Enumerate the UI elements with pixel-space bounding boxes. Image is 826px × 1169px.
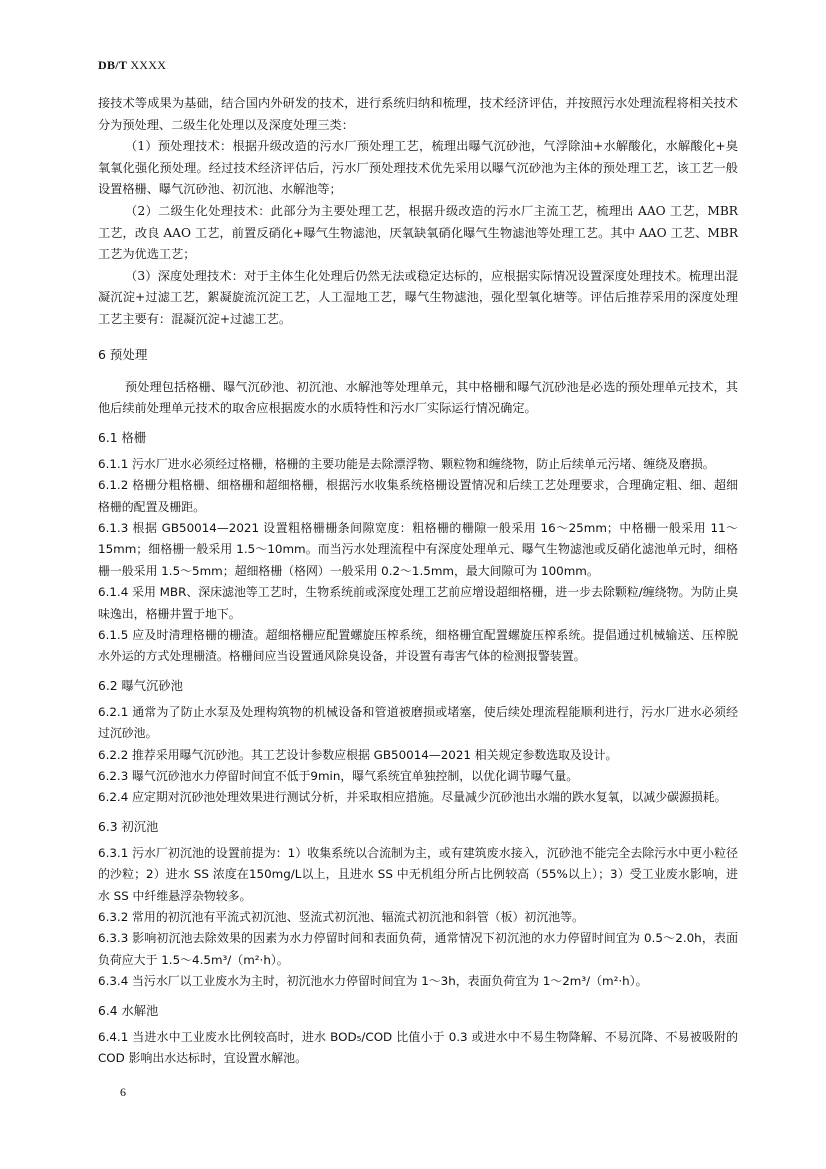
- subsection-heading: 6.1 格栅: [98, 430, 147, 445]
- intro-item-advanced: （3）深度处理技术：对于主体生化处理后仍然无法或稳定达标的，应根据实际情况设置深度处理技术。梳理出混凝沉淀+过滤工艺，絮凝旋流沉淀工艺，人工湿地工艺，曝气生物滤池，强化型氧化塘等。评估后推荐采用的深度处理工艺主要有：混凝沉淀+过滤工艺。: [98, 268, 738, 326]
- subsection-heading: 6.4 水解池: [98, 1003, 159, 1018]
- clause: 6.1.4 采用 MBR、深床滤池等工艺时，生物系统前或深度处理工艺前应增设超细格栅，进一步去除颗粒/缠绕物。为防止臭味逸出，格栅井置于地下。: [98, 585, 738, 621]
- clause: 6.3.4 当污水厂以工业废水为主时，初沉池水力停留时间宜为 1～3h，表面负荷宜为 1～2m³/（m²·h）。: [98, 974, 648, 989]
- clause: 6.1.2 格栅分粗格栅、细格栅和超细格栅，根据污水收集系统格栅设置情况和后续工艺处理要求，合理确定粗、细、超细格栅的配置及栅距。: [98, 478, 738, 514]
- standard-prefix: DB/T: [98, 58, 127, 72]
- section-heading: 6 预处理: [98, 346, 148, 362]
- clause: 6.4.1 当进水中工业废水比例较高时，进水 BOD₅/COD 比值小于 0.3 或进水中不易生物降解、不易沉降、不易被吸附的 COD 影响出水达标时，宜设置水解池。: [98, 1029, 738, 1066]
- clause: 6.2.3 曝气沉砂池水力停留时间宜不低于9min，曝气系统宜单独控制，以优化调节曝气量。: [98, 769, 579, 783]
- page-header: [98, 58, 166, 73]
- intro-item-pretreatment: （1）预处理技术：根据升级改造的污水厂预处理工艺，梳理出曝气沉砂池，气浮除油+水解酸化，水解酸化+臭氧氧化强化预处理。经过技术经济评估后，污水厂预处理技术优先采用以曝气沉砂池为主体的预处理工艺，该工艺一般设置格栅、曝气沉砂池、初沉池、水解池等；: [98, 139, 738, 197]
- standard-code: XXXX: [130, 58, 167, 72]
- intro-paragraph: 接技术等成果为基础，结合国内外研发的技术，进行系统归纳和梳理，技术经济评估，并按照污水处理流程将相关技术分为预处理、二级生化处理以及深度处理三类：: [98, 96, 738, 132]
- section-intro: 预处理包括格栅、曝气沉砂池、初沉池、水解池等处理单元，其中格栅和曝气沉砂池是必选的预处理单元技术，其他后续前处理单元技术的取舍应根据废水的水质特性和污水厂实际运行情况确定。: [98, 379, 738, 416]
- subsection-heading: 6.2 曝气沉砂池: [98, 678, 183, 693]
- intro-item-secondary: （2）二级生化处理技术：此部分为主要处理工艺，根据升级改造的污水厂主流工艺，梳理出 AAO 工艺，MBR 工艺，改良 AAO 工艺，前置反硝化+曝气生物滤池，厌氧缺氧硝化曝气生物滤池等处理工艺。其中 AAO 工艺、MBR 工艺为优选工艺；: [98, 203, 738, 262]
- page-number: 6: [120, 1085, 126, 1099]
- document-body: [98, 93, 738, 1069]
- clause: 6.2.4 应定期对沉砂池处理效果进行测试分析，并采取相应措施。尽量减少沉砂池出水端的跌水复氧，以减少碳源损耗。: [98, 790, 727, 805]
- clause: 6.1.5 应及时清理格栅的栅渣。超细格栅应配置螺旋压榨系统，细格栅宜配置螺旋压榨系统。提倡通过机械输送、压榨脱水外运的方式处理栅渣。格栅间应当设置通风除臭设备，并设置有毒害气体的检测报警装置。: [98, 627, 738, 664]
- clause: 6.2.2 推荐采用曝气沉砂池。其工艺设计参数应根据 GB50014—2021 相关规定参数选取及设计。: [98, 747, 618, 762]
- clause: 6.1.1 污水厂进水必须经过格栅，格栅的主要功能是去除漂浮物、颗粒物和缠绕物，防止后续单元污堵、缠绕及磨损。: [98, 456, 715, 471]
- clause: 6.3.1 污水厂初沉池的设置前提为：1）收集系统以合流制为主，或有建筑废水接入，沉砂池不能完全去除污水中更小粒径的沙粒；2）进水 SS 浓度在150mg/L以上，且进水 SS 中无机组分所占比例较高（55%以上）；3）受工业废水影响，进水 SS 中纤维悬浮杂物较多。: [98, 845, 738, 903]
- subsection-heading: 6.3 初沉池: [98, 819, 159, 834]
- clause: 6.3.2 常用的初沉池有平流式初沉池、竖流式初沉池、辐流式初沉池和斜管（板）初沉池等。: [98, 910, 584, 925]
- clause: 6.2.1 通常为了防止水泵及处理构筑物的机械设备和管道被磨损或堵塞，使后续处理流程能顺利进行，污水厂进水必须经过沉砂池。: [98, 704, 738, 741]
- clause: 6.3.3 影响初沉池去除效果的因素为水力停留时间和表面负荷，通常情况下初沉池的水力停留时间宜为 0.5～2.0h，表面负荷应大于 1.5～4.5m³/（m²·h）。: [98, 931, 738, 967]
- clause: 6.1.3 根据 GB50014—2021 设置粗格栅栅条间隙宽度：粗格栅的栅隙一般采用 16～25mm；中格栅一般采用 11～15mm；细格栅一般采用 1.5～10mm。而当污水处理流程中有深度处理单元、曝气生物滤池或反硝化滤池单元时，细格栅一般采用 1.5～5mm；超细格栅（格网）一般采用 0.2～1.5mm，最大间隙可为 100mm。: [98, 520, 738, 578]
